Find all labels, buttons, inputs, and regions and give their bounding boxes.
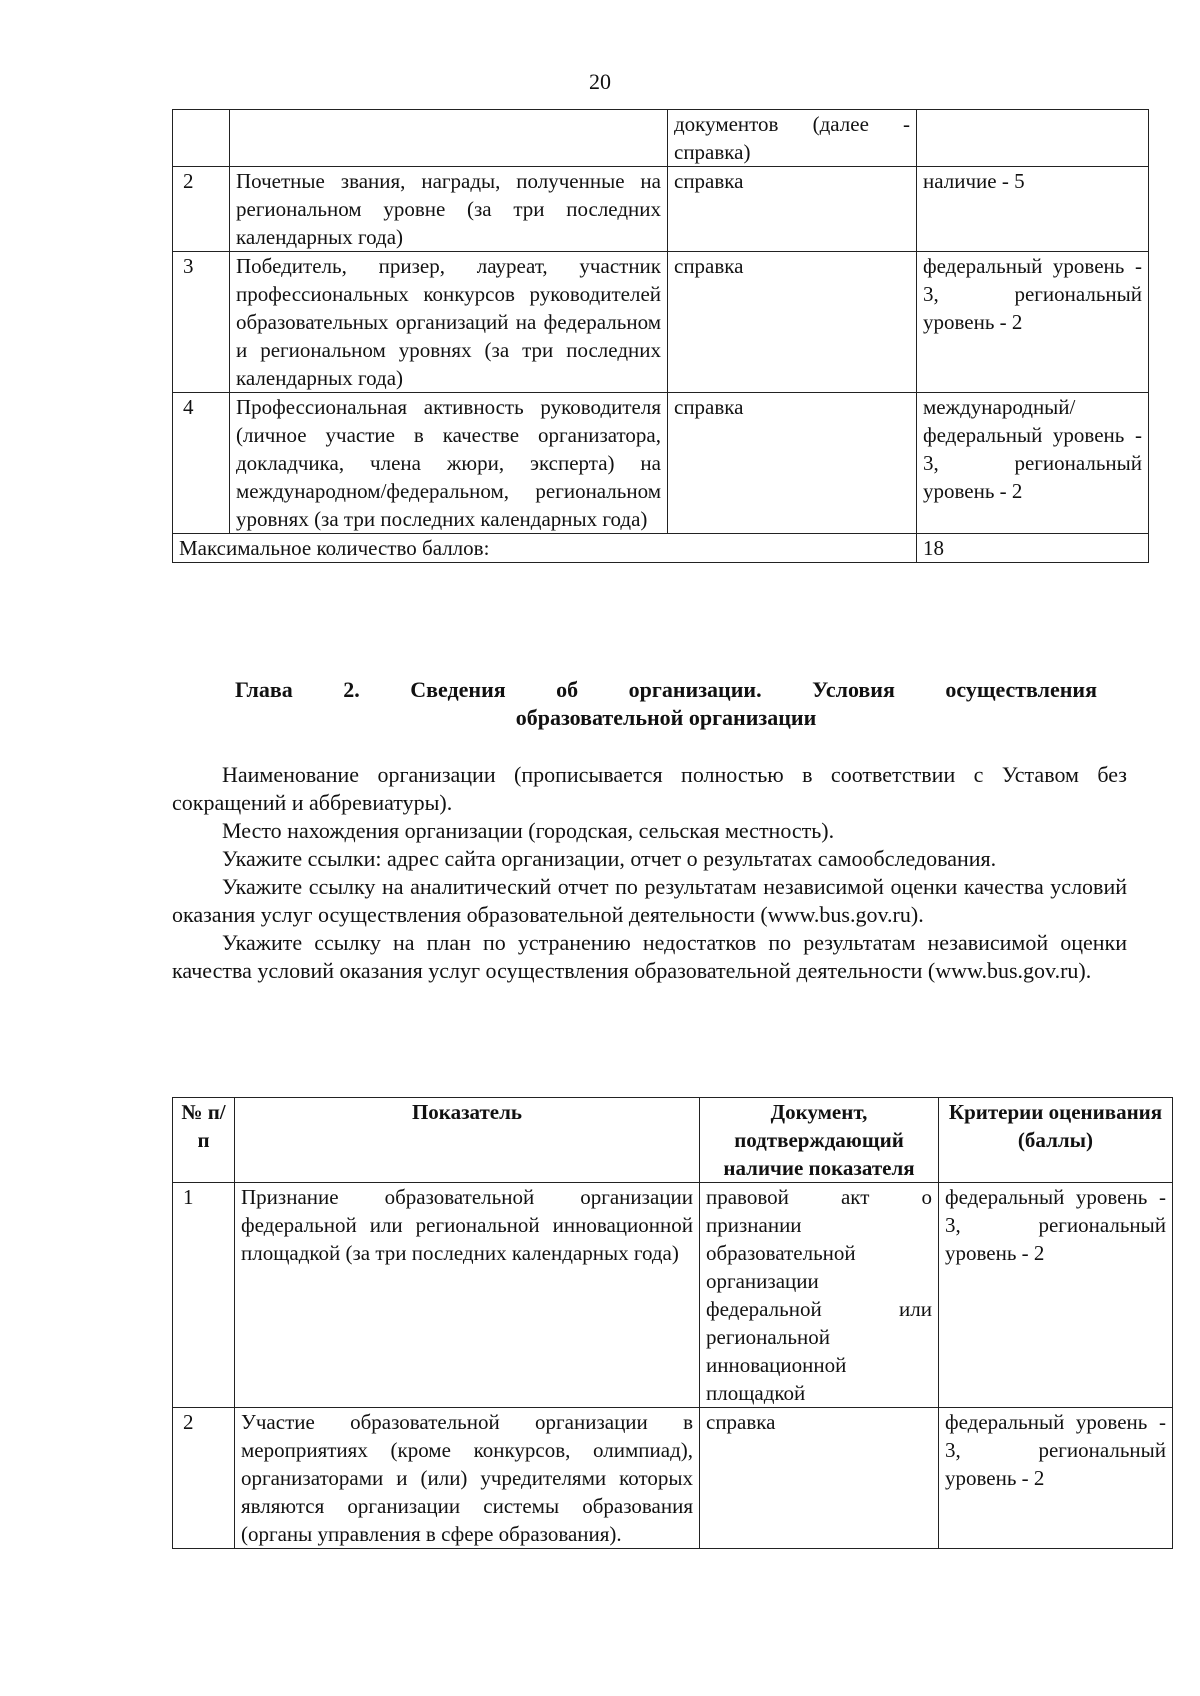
total-label: Максимальное количество баллов: <box>173 534 917 563</box>
paragraph: Наименование организации (прописывается полностью в соответствии с Уставом без сокращений и аббревиатуры). <box>172 762 1127 815</box>
document-cell: справка <box>668 393 917 534</box>
chapter-word: Сведения <box>410 677 506 702</box>
document-cell: правовой акт о признании образовательной организации федеральной или региональной инновационной площадкой <box>700 1183 939 1408</box>
row-number: 2 <box>173 167 230 252</box>
table-row <box>173 167 1149 252</box>
indicator-cell: Признание образовательной организации федеральной или региональной инновационной площадкой (за три последних календарных года) <box>235 1183 700 1408</box>
row-number <box>173 110 230 167</box>
header-num: № п/п <box>173 1098 235 1183</box>
criteria-cell: международный/ федеральный уровень - 3, региональный уровень - 2 <box>917 393 1149 534</box>
paragraph: Место нахождения организации (городская, сельская местность). <box>222 818 835 843</box>
chapter-word: Условия <box>812 677 895 702</box>
organization-criteria-table <box>172 1097 1173 1549</box>
page-number: 20 <box>589 69 611 94</box>
table-row <box>173 393 1149 534</box>
paragraph: Укажите ссылку на план по устранению недостатков по результатам независимой оценки качества условий оказания услуг осуществления образовательной деятельности (www.bus.gov.ru). <box>172 930 1127 983</box>
header-criteria: Критерии оценивания (баллы) <box>939 1098 1173 1183</box>
table-row <box>173 110 1149 167</box>
chapter-word: Глава <box>235 677 293 702</box>
chapter-word: 2. <box>343 677 360 702</box>
chapter-heading <box>235 676 1097 732</box>
row-number: 2 <box>173 1408 235 1549</box>
criteria-cell: федеральный уровень - 3, региональный уровень - 2 <box>939 1408 1173 1549</box>
criteria-cell: федеральный уровень - 3, региональный уровень - 2 <box>917 252 1149 393</box>
indicator-cell: Профессиональная активность руководителя (личное участие в качестве организатора, докладчика, члена жюри, эксперта) на международном/федеральном, региональном уровнях (за три последних календарных года) <box>230 393 668 534</box>
row-number: 3 <box>173 252 230 393</box>
indicator-cell: Победитель, призер, лауреат, участник профессиональных конкурсов руководителей образовательных организаций на федеральном и региональном уровнях (за три последних календарных года) <box>230 252 668 393</box>
table-row <box>173 1183 1173 1408</box>
total-row <box>173 534 1149 563</box>
criteria-cell <box>917 110 1149 167</box>
criteria-cell: федеральный уровень - 3, региональный уровень - 2 <box>939 1183 1173 1408</box>
document-cell: справка <box>700 1408 939 1549</box>
paragraph: Укажите ссылки: адрес сайта организации, отчет о результатах самообследования. <box>222 846 997 871</box>
row-number: 4 <box>173 393 230 534</box>
criteria-table-continued <box>172 109 1149 563</box>
indicator-cell: Почетные звания, награды, полученные на региональном уровне (за три последних календарных года) <box>230 167 668 252</box>
indicator-cell: Участие образовательной организации в мероприятиях (кроме конкурсов, олимпиад), организаторами и (или) учредителями которых являются организации системы образования (органы управления в сфере образования). <box>235 1408 700 1549</box>
table-header-row <box>173 1098 1173 1183</box>
chapter-word: организации. <box>628 677 762 702</box>
document-cell: документов (далее - справка) <box>668 110 917 167</box>
document-cell: справка <box>668 252 917 393</box>
indicator-cell <box>230 110 668 167</box>
chapter-word: осуществления <box>945 677 1097 702</box>
table-row <box>173 1408 1173 1549</box>
chapter-heading-line2: образовательной организации <box>515 705 817 730</box>
table-row <box>173 252 1149 393</box>
header-document: Документ, подтверждающий наличие показателя <box>700 1098 939 1183</box>
header-indicator: Показатель <box>235 1098 700 1183</box>
document-cell: справка <box>668 167 917 252</box>
chapter-heading-line1 <box>235 676 1097 704</box>
criteria-cell: наличие - 5 <box>917 167 1149 252</box>
chapter-body <box>172 761 1127 985</box>
chapter-word: об <box>556 677 579 702</box>
row-number: 1 <box>173 1183 235 1408</box>
total-value: 18 <box>917 534 1149 563</box>
paragraph: Укажите ссылку на аналитический отчет по результатам независимой оценки качества условий оказания услуг осуществления образовательной деятельности (www.bus.gov.ru). <box>172 874 1127 927</box>
